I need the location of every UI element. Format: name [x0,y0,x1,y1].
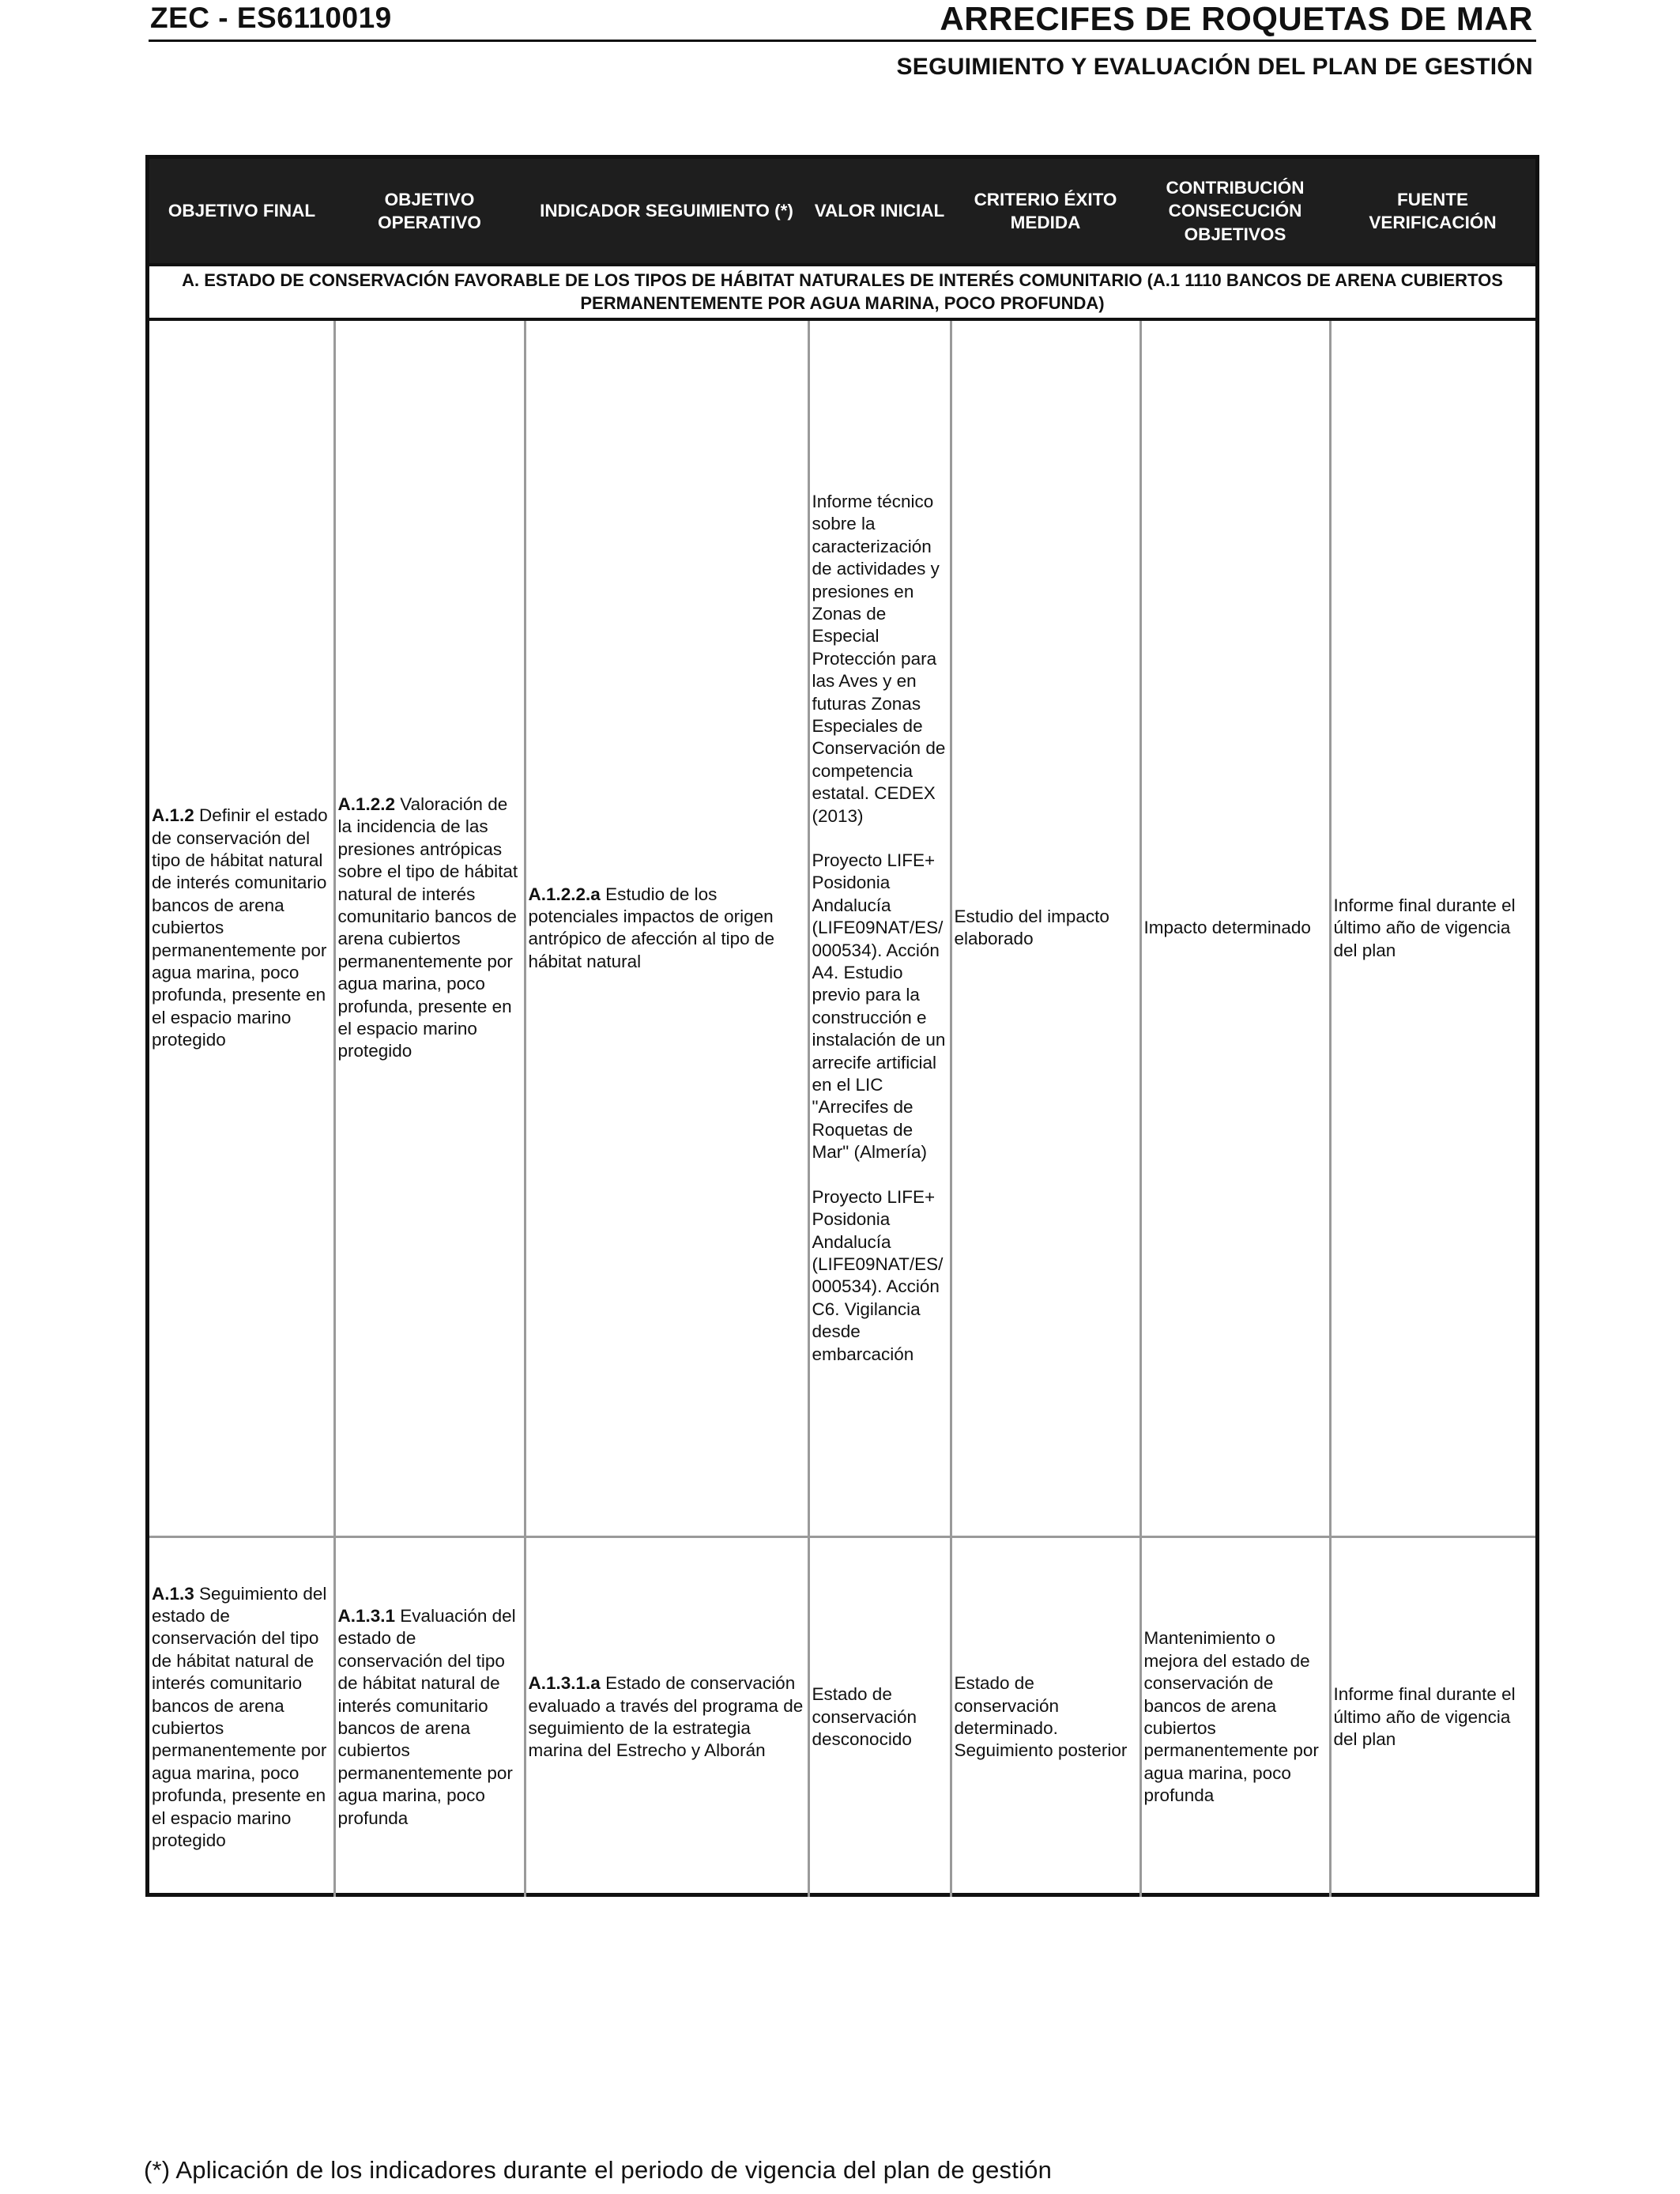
operational-objective-code: A.1.2.2 [337,794,396,814]
section-row [149,265,1535,319]
indicator-text: Estudio de los potenciales impactos de origen antrópico de afección al tipo de hábitat natural [528,884,774,971]
cell-criterio: Estudio del impacto elaborado [951,319,1140,1536]
table-row [149,319,1535,1536]
cell-objetivo-operativo [334,1536,525,1897]
operational-objective-text: Evaluación del estado de conservación del tipo de hábitat natural de interés comunitario bancos de arena cubiertos permanentemente por agua marina, poco profunda [337,1605,516,1828]
header-rule [149,40,1536,42]
cell-indicador [525,1536,808,1897]
cell-contribucion: Mantenimiento o mejora del estado de conservación de bancos de arena cubiertos permanentemente por agua marina, poco profunda [1140,1536,1330,1897]
monitoring-table [145,155,1539,1897]
operational-objective-code: A.1.3.1 [337,1605,396,1626]
objective-code: A.1.3 [152,1583,194,1604]
cell-objetivo-final [149,319,334,1536]
column-header-criterio: CRITERIO ÉXITO MEDIDA [951,159,1140,265]
cell-criterio: Estado de conservación determinado. Seguimiento posterior [951,1536,1140,1897]
cell-valor-inicial [808,319,951,1536]
objective-text: Seguimiento del estado de conservación del tipo de hábitat natural de interés comunitario bancos de arena cubiertos permanentemente por agua marina, poco profunda, presente en el espacio marino protegido [152,1583,327,1850]
column-header-indicador: INDICADOR SEGUIMIENTO (*) [525,159,808,265]
initial-value-paragraph: Proyecto LIFE+ Posidonia Andalucía (LIFE09NAT/ES/ 000534). Acción A4. Estudio previo para la construcción e instalación de un arrecife artificial en el LIC "Arrecifes de Roquetas de Mar" (Almería) [812,850,946,1163]
cell-fuente: Informe final durante el último año de vigencia del plan [1333,1684,1516,1750]
cell-fuente: Informe final durante el último año de vigencia del plan [1330,319,1535,1536]
indicator-code: A.1.3.1.a [528,1673,601,1694]
initial-value-paragraph: Proyecto LIFE+ Posidonia Andalucía (LIFE09NAT/ES/ 000534). Acción C6. Vigilancia desde embarcación [812,1186,944,1364]
table-row [149,1536,1535,1897]
objective-text: Definir el estado de conservación del tipo de hábitat natural de interés comunitario bancos de arena cubiertos permanentemente por agua marina, poco profunda, presente en el espacio marino protegido [152,805,328,1050]
cell-contribucion: Impacto determinado [1140,319,1330,1536]
site-name: ARRECIFES DE ROQUETAS DE MAR [940,0,1533,37]
cell-objetivo-operativo [334,319,525,1536]
column-header-objetivo-operativo: OBJETIVO OPERATIVO [334,159,525,265]
document-subtitle: SEGUIMIENTO Y EVALUACIÓN DEL PLAN DE GESTIÓN [896,54,1533,80]
indicator-text: Estado de conservación evaluado a través del programa de seguimiento de la estrategia marina del Estrecho y Alborán [528,1673,804,1761]
column-header-objetivo-final: OBJETIVO FINAL [149,159,334,265]
column-header-valor-inicial: VALOR INICIAL [808,159,951,265]
document-code: ZEC - ES6110019 [150,2,392,34]
section-title: A. ESTADO DE CONSERVACIÓN FAVORABLE DE LOS TIPOS DE HÁBITAT NATURALES DE INTERÉS COMUNITARIO (A.1 1110 BANCOS DE ARENA CUBIERTOS PERMANENTEMENTE POR AGUA MARINA, POCO PROFUNDA) [149,265,1535,319]
column-header-contribucion: CONTRIBUCIÓN CONSECUCIÓN OBJETIVOS [1140,159,1330,265]
initial-value-paragraph: Informe técnico sobre la caracterización de actividades y presiones en Zonas de Especial Protección para las Aves y en futuras Zonas Especiales de Conservación de competencia estatal. CEDEX (2013) [812,491,946,826]
operational-objective-text: Valoración de la incidencia de las presiones antrópicas sobre el tipo de hábitat natural de interés comunitario bancos de arena cubiertos permanentemente por agua marina, poco profunda, presente en el espacio marino protegido [337,794,518,1061]
cell-objetivo-final [149,1536,334,1897]
cell-indicador [525,319,808,1536]
initial-value-paragraph: Estado de conservación desconocido [812,1684,917,1750]
footnote: (*) Aplicación de los indicadores durante el periodo de vigencia del plan de gestión [144,2156,1053,2184]
cell-valor-inicial [808,1536,951,1897]
table-header-row [149,159,1535,265]
column-header-fuente: FUENTE VERIFICACIÓN [1330,159,1535,265]
objective-code: A.1.2 [152,805,194,826]
indicator-code: A.1.2.2.a [528,884,601,904]
